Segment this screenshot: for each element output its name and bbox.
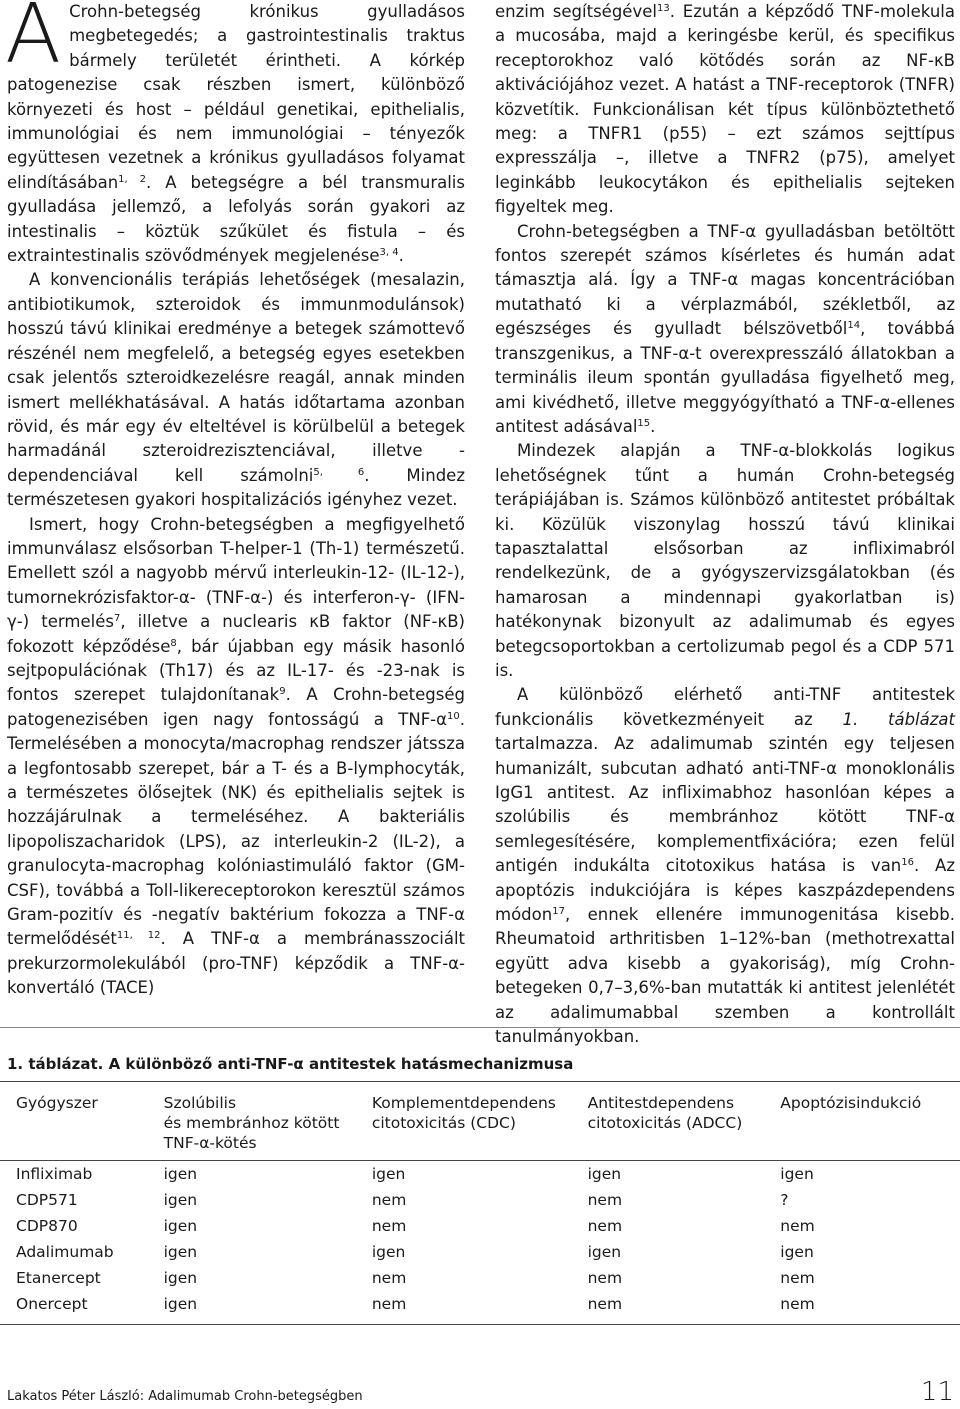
citation: 10 — [447, 710, 460, 722]
section-divider — [0, 1027, 960, 1028]
table-cell: nem — [371, 1295, 407, 1313]
paragraph-therapy: A konvencionális terápiás lehetőségek (mesalazin, antibiotikumok, szteroidok és immunmodulánsok) hosszú távú klinikai eredménye a betegek számottevő részénél nem megfelelő, a betegség egyes esetekben csak jelentős szteroidkezelésre reagál, annak minden ismert mellékhatásával. A hatás időtartama azonban rövid, és már egy év elteltével is körülbelül a betegek harmadánál szteroidrezisztenciával, illetve -dependenciával kell számolni$^{5, 6}$. Mindez természetesen gyakori hospitalizációs igényhez vezet. — [7, 270, 465, 510]
table-cell: Onercept — [16, 1295, 88, 1313]
table-cell: igen — [163, 1191, 198, 1209]
table-row — [16, 1213, 960, 1239]
table-top-rule — [0, 1081, 960, 1082]
table-row — [16, 1265, 960, 1291]
citation: 14 — [847, 320, 861, 332]
citation: 5, 6 — [313, 466, 365, 478]
table-cell: igen — [780, 1165, 814, 1183]
table-caption: 1. táblázat. A különböző anti-TNF-α antitestek hatásmechanizmusa — [7, 1055, 574, 1073]
table-cell: nem — [587, 1269, 623, 1287]
table-row — [16, 1161, 960, 1187]
table-cell: nem — [587, 1217, 623, 1235]
table-cell: nem — [371, 1269, 407, 1287]
table-row — [16, 1239, 960, 1265]
table-cell: igen — [587, 1243, 622, 1261]
paragraph-blocking: Mindezek alapján a TNF-α-blokkolás logikus lehetőségnek tűnt a humán Crohn-betegség terápiájában is. Számos különböző antitestet próbáltak ki. Közülük viszonylag hosszú távú klinikai tapasztalattal elsősorban az infliximabról rendelkezünk, de a gyógyszervizsgálatokban (és hamarosan a mindennapi gyakorlatban is) hatékonynak bizonyult az adalimumab és egyes betegcsoportokban a certolizumab pegol és a CDP 571 is. — [495, 441, 955, 680]
header-apoptosis: Apoptózisindukció — [780, 1094, 922, 1112]
table-cell: nem — [371, 1217, 407, 1235]
citation: 16 — [901, 857, 914, 869]
paragraph-intro: A Crohn-betegség krónikus gyulladásos megbetegedés; a gastrointestinalis traktus bármely területét érintheti. A kórkép patogenezise csak részben ismert, különböző környezeti és host – például genetikai, epithelialis, immunológiai és nem immunológiai – tényezők együttesen vezetnek a krónikus gyulladásos folyamat elindításában$^{1, 2}$. A betegségre a bél transmuralis gyulladása jellemző, a lefolyás során gyakori az intestinalis – köztük szűkület és fistula – és extraintestinalis szövődmények megjelenése$^{3, 4}$. — [5, 0, 465, 266]
table-cell: nem — [780, 1217, 815, 1235]
table-reference: 1. táblázat — [842, 709, 955, 729]
table-row — [16, 1291, 960, 1317]
paragraph-immune: Ismert, hogy Crohn-betegségben a megfigyelhető immunválasz elsősorban T-helper-1 (Th-1) természetű. Emellett szól a nagyobb mérvű interleukin-12- (IL-12-), tumornekrózisfaktor-α- (TNF-α-) és interferon-γ- (IFN-γ-) termelés$^7$, illetve a nuclearis κB faktor (NF-κB) fokozott képződése$^8$, bár újabban egy másik hasonló sejtpopulációnak (Th17) és az IL-17- és -23-nak is fontos szerepet tulajdonítanak$^9$. A Crohn-betegség patogenezisében igen nagy fontosságú a TNF-$\alpha^{10}$. Termelésében a monocyta/macrophag rendszer játssza a legfontosabb szerepet, bár a T- és a B-lymphocyták, a természetes ölősejtek (NK) és epithelialis sejtek is hozzájárulnak a termeléséhez. A bakteriális lipopoliszacharidok (LPS), az interleukin-2 (IL-2), a granulocyta-macrophag kolóniastimuláló faktor (GM-CSF), továbbá a Toll-likereceptorokon keresztül számos Gram-pozitív és -negatív baktérium fokozza a TNF-α termelődését$^{11, 12}$. A TNF-α a membránasszociált prekurzormolekulából (pro-TNF) képződik a TNF-α-konvertáló (TACE) — [7, 514, 466, 998]
header-cdc: Komplementdependens citotoxicitás (CDC) — [371, 1094, 556, 1132]
table-cell: igen — [163, 1165, 198, 1183]
table-cell: igen — [163, 1243, 198, 1261]
table-cell: Adalimumab — [16, 1243, 114, 1261]
citation: 9 — [279, 686, 286, 698]
header-binding: Szolúbilis és membránhoz kötött TNF-α-kötés — [163, 1094, 340, 1152]
article-right-column — [495, 0, 955, 1049]
table-cell: igen — [371, 1165, 406, 1183]
citation: 8 — [170, 637, 177, 649]
table-cell: igen — [780, 1243, 814, 1261]
table-cell: igen — [371, 1243, 406, 1261]
table-cell: nem — [780, 1269, 815, 1287]
table-cell: igen — [163, 1217, 198, 1235]
table-cell: nem — [587, 1295, 623, 1313]
table-row — [16, 1187, 960, 1213]
table-cell: nem — [587, 1191, 623, 1209]
table-cell: igen — [587, 1165, 622, 1183]
mechanism-table — [16, 1093, 960, 1317]
table-cell: ? — [780, 1191, 789, 1209]
running-footer: Lakatos Péter László: Adalimumab Crohn-betegségben — [7, 1389, 363, 1404]
table-bottom-rule — [0, 1324, 960, 1325]
table-cell: igen — [163, 1269, 198, 1287]
paragraph-tnf-role: Crohn-betegségben a TNF-α gyulladásban betöltött fontos szerepét számos kísérletes és humán adat támasztja alá. Így a TNF-α magas koncentrációban mutatható ki a vérplazmából, székletből, az egészséges és gyulladt bélszövetből$^{14}$, továbbá transzgenikus, a TNF-α-t overexpresszáló állatokban a terminális ileum spontán gyulladása figyelhető meg, ami kivédhető, illetve meggyógyítható a TNF-α-ellenes antitest adásával$^{15}$. — [495, 221, 955, 436]
header-adcc: Antitestdependens citotoxicitás (ADCC) — [587, 1094, 743, 1132]
citation: 3, 4 — [379, 247, 399, 259]
article-left-column — [7, 0, 465, 1001]
table-header-row — [16, 1093, 960, 1161]
table-cell: Etanercept — [16, 1269, 101, 1287]
table-cell: nem — [780, 1295, 815, 1313]
citation: 7 — [113, 613, 121, 625]
paragraph-enzyme: enzim segítségével$^{13}$. Ezután a képződő TNF-molekula a mucosába, majd a keringésbe kerül, és specifikus receptorokhoz való kötődés során az NF-κB aktivációjához vezet. A hatást a TNF-receptorok (TNFR) közvetítik. Funkcionálisan két típus különböztethető meg: a TNFR1 (p55) – ezt számos sejttípus expresszálja –, illetve a TNFR2 (p75), amelyet leginkább leukocytákon és epithelialis sejteken figyeltek meg. — [495, 2, 955, 217]
page-number: 11 — [920, 1377, 954, 1407]
drop-cap: A — [5, 0, 62, 82]
table-cell: nem — [371, 1191, 407, 1209]
table-cell: CDP870 — [16, 1217, 78, 1235]
citation: 15 — [637, 417, 651, 429]
citation: 17 — [552, 906, 565, 918]
citation: 13 — [656, 3, 670, 14]
table-cell: CDP571 — [16, 1191, 78, 1209]
paragraph-antibodies: A különböző elérhető anti-TNF antitestek funkcionális következményeit az 1. táblázat tartalmazza. Az adalimumab szintén egy teljesen humanizált, subcutan adható anti-TNF-α monoklonális IgG1 antitest. Az infliximabhoz hasonlóan képes a szolúbilis és membránhoz kötött TNF-α semlegesítésére, komplementfixációra; ezen felül antigén indukálta citotoxikus hatása is van$^{16}$. Az apoptózis indukciójára is képes kaszpázdependens módon$^{17}$, ennek ellenére immunogenitása kisebb. Rheumatoid arthritisben 1–12%-ban (methotrexattal együtt adva kisebb a gyakoriság), míg Crohn-betegeken 0,7–3,6%-ban mutatták ki antitest jelenlétét az adalimumabbal szemben a kontrollált tanulmányokban. — [495, 685, 955, 1047]
header-drug: Gyógyszer — [16, 1094, 98, 1112]
citation: 1, 2 — [118, 173, 147, 185]
citation: 11, 12 — [116, 930, 161, 942]
table-cell: Infliximab — [16, 1165, 93, 1183]
table-cell: igen — [163, 1295, 198, 1313]
